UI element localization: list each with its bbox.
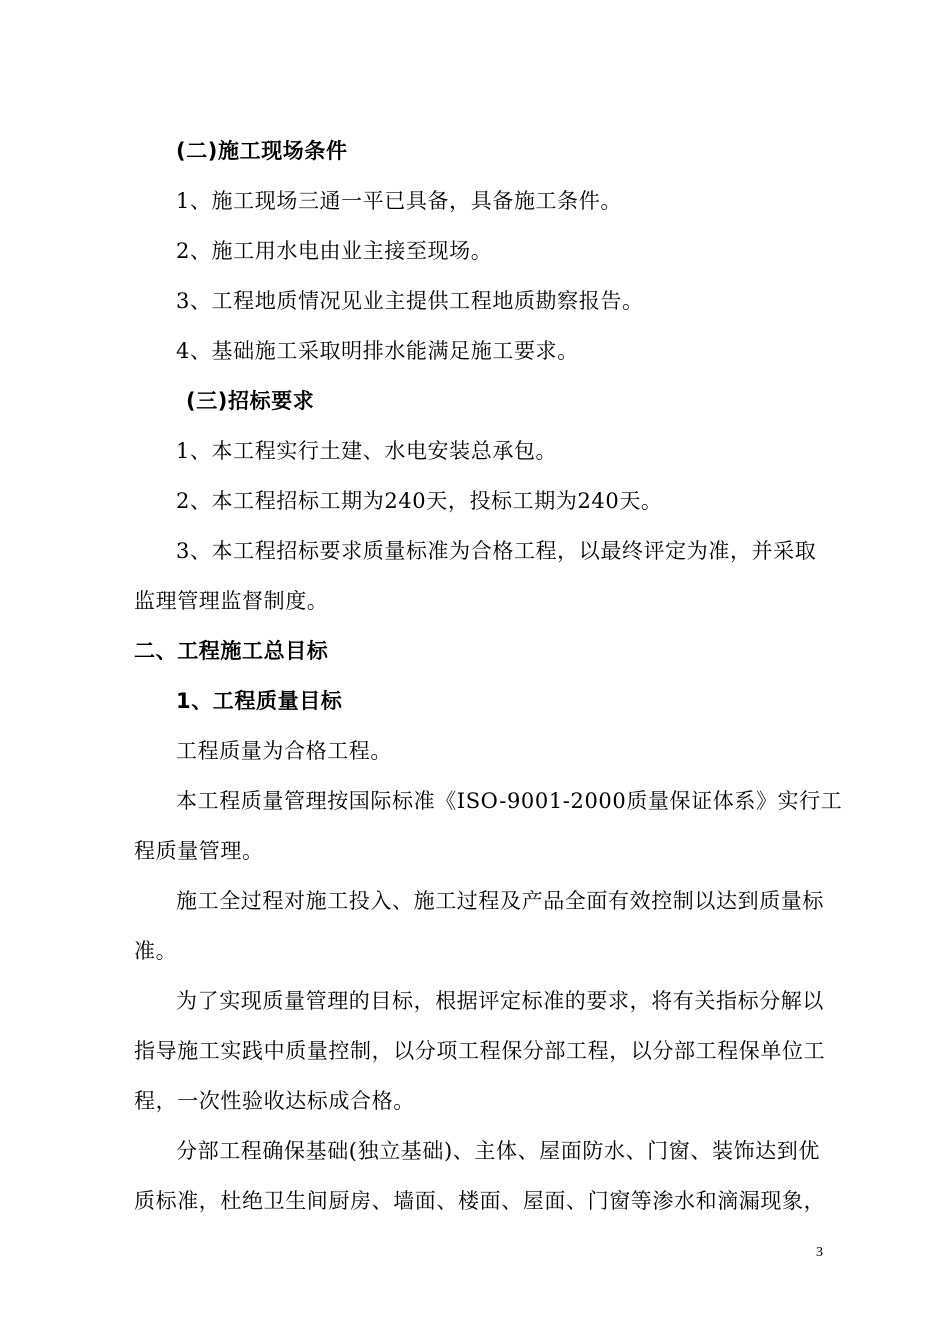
paragraph-line: 工程质量为合格工程。 [176, 739, 392, 763]
paragraph-line: 程，一次性验收达标成合格。 [134, 1089, 415, 1113]
paragraph-line: 质标准，杜绝卫生间厨房、墙面、楼面、屋面、门窗等渗水和滴漏现象， [134, 1189, 826, 1213]
paragraph-line: 3、本工程招标要求质量标准为合格工程，以最终评定为准，并采取 [176, 539, 817, 563]
paragraph-line: 为了实现质量管理的目标，根据评定标准的要求，将有关指标分解以 [176, 989, 824, 1013]
page-number: 3 [816, 1245, 823, 1260]
paragraph-line: 施工全过程对施工投入、施工过程及产品全面有效控制以达到质量标 [176, 889, 824, 913]
paragraph-line: 1、本工程实行土建、水电安装总承包。 [176, 439, 558, 463]
section-heading-overall-goals: 二、工程施工总目标 [134, 639, 329, 663]
paragraph-line: 4、基础施工采取明排水能满足施工要求。 [176, 339, 579, 363]
section-heading-site-conditions: (二)施工现场条件 [176, 139, 348, 163]
paragraph-line: 2、本工程招标工期为240天，投标工期为240天。 [176, 489, 663, 513]
paragraph-line: 分部工程确保基础(独立基础)、主体、屋面防水、门窗、装饰达到优 [176, 1139, 820, 1163]
paragraph-line: 1、施工现场三通一平已具备，具备施工条件。 [176, 189, 622, 213]
paragraph-line: 指导施工实践中质量控制，以分项工程保分部工程，以分部工程保单位工 [134, 1039, 826, 1063]
paragraph-line: 3、工程地质情况见业主提供工程地质勘察报告。 [176, 289, 644, 313]
paragraph-line: 准。 [134, 939, 178, 963]
section-heading-bid-requirements: (三)招标要求 [186, 389, 315, 413]
paragraph-line: 程质量管理。 [134, 839, 264, 863]
paragraph-line: 监理管理监督制度。 [134, 589, 329, 613]
paragraph-line: 本工程质量管理按国际标准《ISO-9001-2000质量保证体系》实行工 [176, 789, 843, 813]
paragraph-line: 2、施工用水电由业主接至现场。 [176, 239, 493, 263]
subsection-heading-quality-goals: 1、工程质量目标 [176, 689, 343, 713]
